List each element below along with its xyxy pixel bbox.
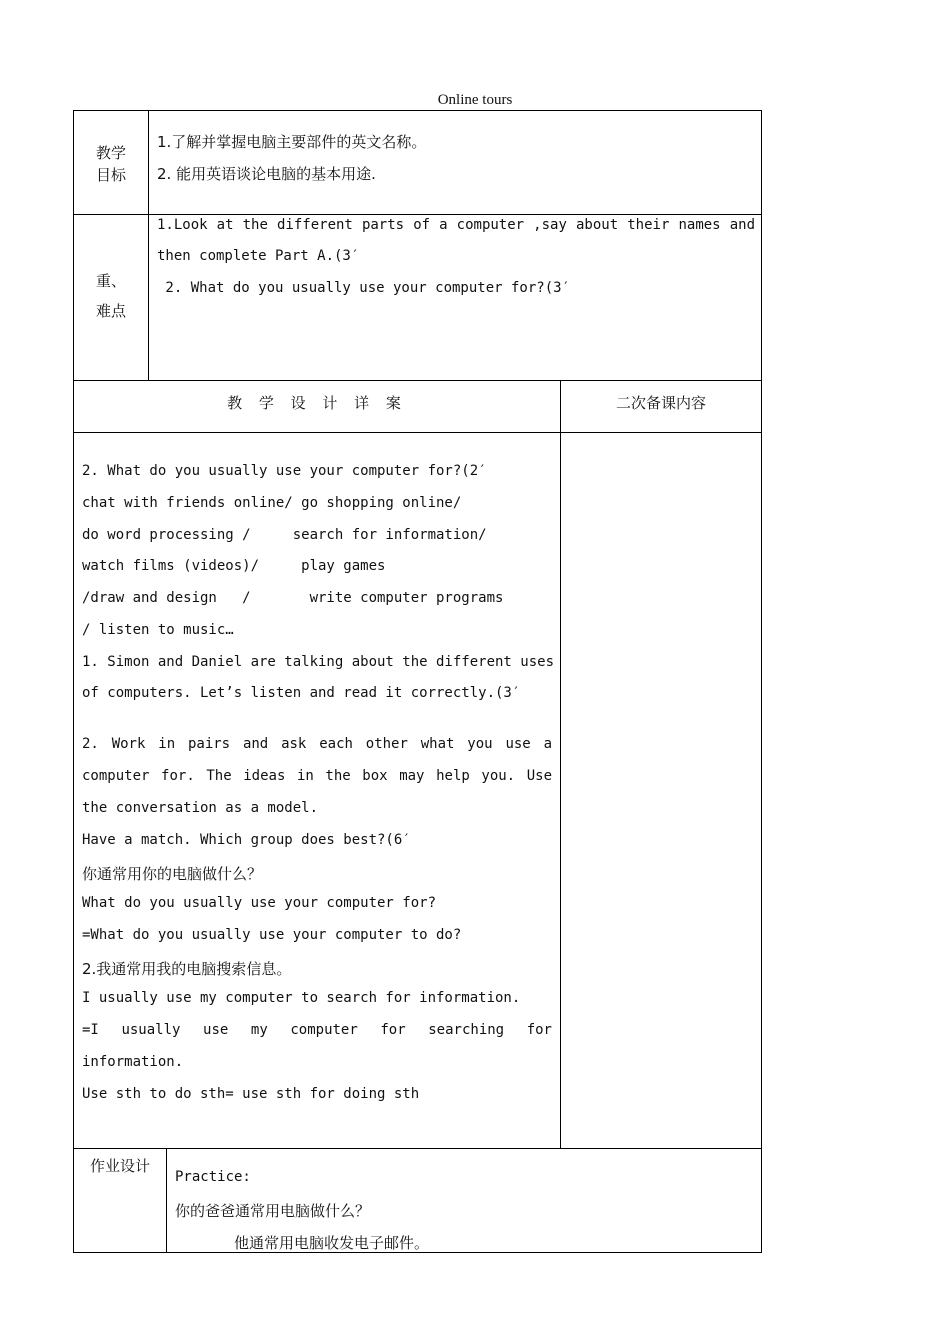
- design-line-20: Use sth to do sth= use sth for doing sth: [82, 1086, 420, 1102]
- key-points-row: [73, 214, 762, 381]
- key-points-label: [74, 266, 148, 326]
- design-line-16: 2.我通常用我的电脑搜索信息。: [82, 960, 292, 978]
- objectives-label-line2: 目标: [95, 166, 126, 184]
- design-line-14: What do you usually use your computer for?: [82, 895, 437, 911]
- homework-line-3: 他通常用电脑收发电子邮件。: [234, 1234, 430, 1252]
- objectives-label: [74, 142, 148, 186]
- objectives-divider: [148, 110, 149, 215]
- design-line-17: I usually use my computer to search for information.: [82, 990, 521, 1006]
- design-line-12: Have a match. Which group does best?(6′: [82, 832, 411, 848]
- design-line-2: chat with friends online/ go shopping online/: [82, 495, 462, 511]
- design-line-15: =What do you usually use your computer to do?: [82, 927, 462, 943]
- key-points-label-line2: 难点: [95, 302, 126, 320]
- design-line-3: do word processing / search for information/: [82, 527, 487, 543]
- design-line-10: computer for. The ideas in the box may help you. Use: [82, 768, 552, 784]
- design-header-side: 二次备课内容: [615, 394, 706, 412]
- design-line-1: 2. What do you usually use your computer for?(2′: [82, 463, 487, 479]
- homework-label: 作业设计: [89, 1157, 150, 1175]
- key-point-line-2: then complete Part A.(3′: [157, 248, 360, 264]
- design-line-8: of computers. Let’s listen and read it correctly.(3′: [82, 685, 521, 701]
- homework-line-1: Practice:: [175, 1169, 251, 1185]
- key-points-divider: [148, 214, 149, 381]
- key-point-line-1: 1.Look at the different parts of a computer ,say about their names and: [157, 217, 755, 233]
- key-points-label-line1: 重、: [95, 272, 126, 290]
- key-point-line-3: 2. What do you usually use your computer for?(3′: [157, 280, 571, 296]
- design-body-divider: [560, 432, 561, 1149]
- design-line-18: =I usually use my computer for searching for: [82, 1022, 552, 1038]
- homework-line-2: 你的爸爸通常用电脑做什么？: [175, 1202, 371, 1220]
- page-title: Online tours: [437, 92, 513, 108]
- design-line-6: / listen to music…: [82, 622, 234, 638]
- design-line-11: the conversation as a model.: [82, 800, 319, 816]
- design-line-5: /draw and design / write computer programs: [82, 590, 504, 606]
- design-line-13: 你通常用你的电脑做什么？: [82, 865, 263, 883]
- objective-item-1: 1.了解并掌握电脑主要部件的英文名称。: [157, 133, 427, 151]
- design-header-main: 教 学 设 计 详 案: [227, 394, 407, 412]
- objective-item-2: 2. 能用英语谈论电脑的基本用途.: [157, 165, 376, 183]
- homework-divider: [166, 1148, 167, 1253]
- design-line-9: 2. Work in pairs and ask each other what you use a: [82, 736, 552, 752]
- objectives-label-line1: 教学: [95, 144, 126, 162]
- design-line-4: watch films (videos)/ play games: [82, 558, 386, 574]
- design-line-19: information.: [82, 1054, 184, 1070]
- design-line-7: 1. Simon and Daniel are talking about the different uses: [82, 654, 555, 670]
